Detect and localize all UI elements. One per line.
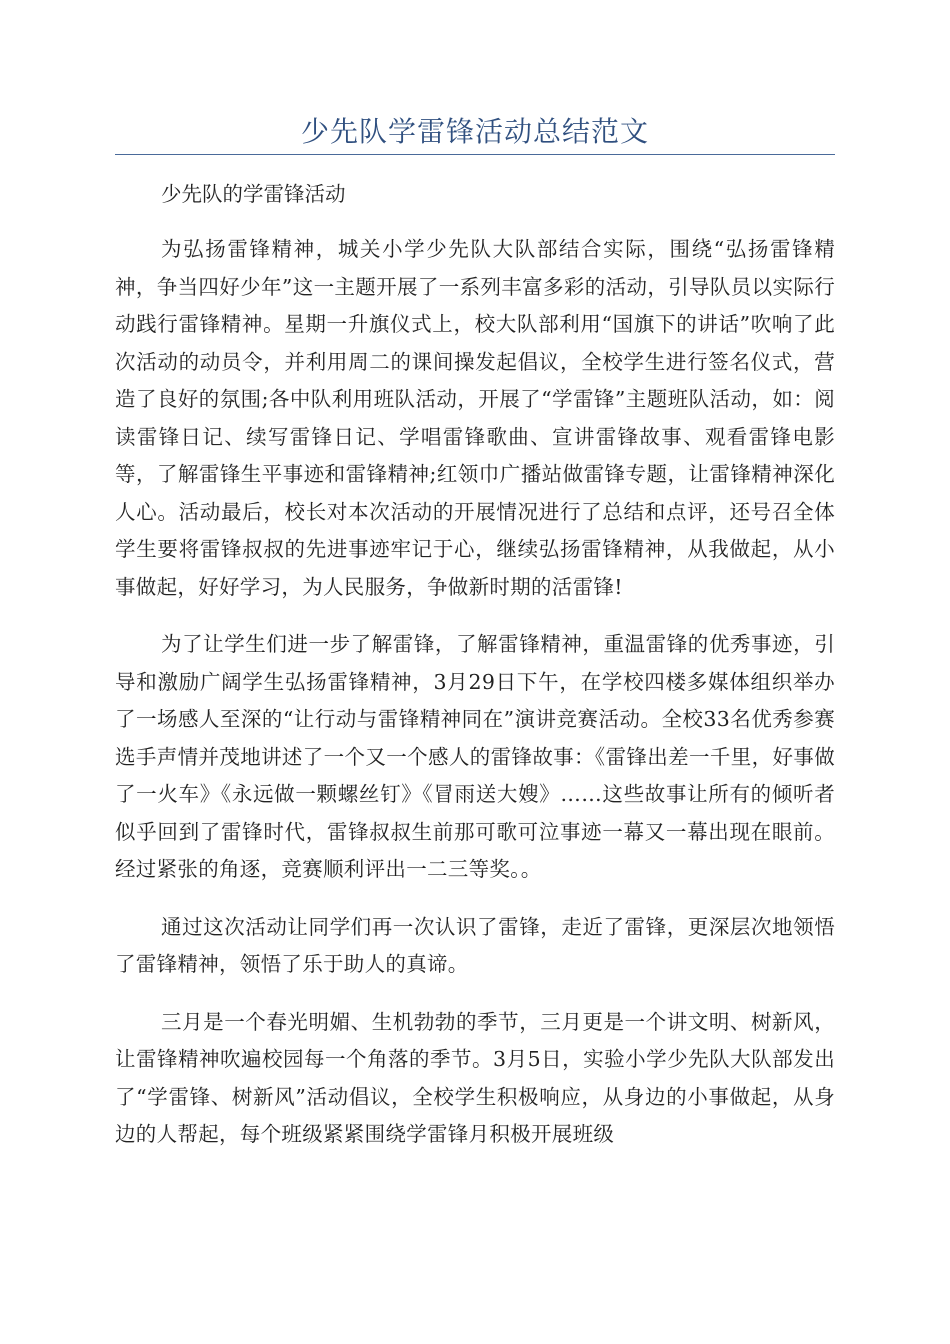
paragraph-3: 通过这次活动让同学们再一次认识了雷锋，走近了雷锋，更深层次地领悟了雷锋精神，领悟了乐于助人的真谛。: [115, 914, 835, 976]
paragraph-1: 为弘扬雷锋精神，城关小学少先队大队部结合实际，围绕“弘扬雷锋精神，争当四好少年”这一主题开展了一系列丰富多彩的活动，引导队员以实际行动践行雷锋精神。星期一升旗仪式上，校大队部利用“国旗下的讲话”吹响了此次活动的动员令，并利用周二的课间操发起倡议，全校学生进行签名仪式，营造了良好的氛围;各中队利用班队活动，开展了“学雷锋”主题班队活动，如：阅读雷锋日记、续写雷锋日记、学唱雷锋歌曲、宣讲雷锋故事、观看雷锋电影等，了解雷锋生平事迹和雷锋精神;红领巾广播站做雷锋专题，让雷锋精神深化人心。活动最后，校长对本次活动的开展情况进行了总结和点评，还号召全体学生要将雷锋叔叔的先进事迹牢记于心，继续弘扬雷锋精神，从我做起，从小事做起，好好学习，为人民服务，争做新时期的活雷锋!: [115, 237, 835, 599]
section-subheading: 少先队的学雷锋活动: [161, 182, 346, 206]
document-title: 少先队学雷锋活动总结范文: [300, 115, 649, 148]
title-divider: [115, 154, 835, 155]
document-page: [115, 0, 835, 1154]
paragraph-2: 为了让学生们进一步了解雷锋，了解雷锋精神，重温雷锋的优秀事迹，引导和激励广阔学生弘扬雷锋精神，3月29日下午，在学校四楼多媒体组织举办了一场感人至深的“让行动与雷锋精神同在”演讲竞赛活动。全校33名优秀参赛选手声情并茂地讲述了一个又一个感人的雷锋故事：《雷锋出差一千里，好事做了一火车》《永远做一颗螺丝钉》《冒雨送大嫂》……这些故事让所有的倾听者似乎回到了雷锋时代，雷锋叔叔生前那可歌可泣事迹一幕又一幕出现在眼前。经过紧张的角逐，竞赛顺利评出一二三等奖。。: [115, 632, 835, 881]
paragraph-4: 三月是一个春光明媚、生机勃勃的季节，三月更是一个讲文明、树新风，让雷锋精神吹遍校园每一个角落的季节。3月5日，实验小学少先队大队部发出了“学雷锋、树新风”活动倡议，全校学生积极响应，从身边的小事做起，从身边的人帮起，每个班级紧紧围绕学雷锋月积极开展班级: [115, 1009, 835, 1146]
